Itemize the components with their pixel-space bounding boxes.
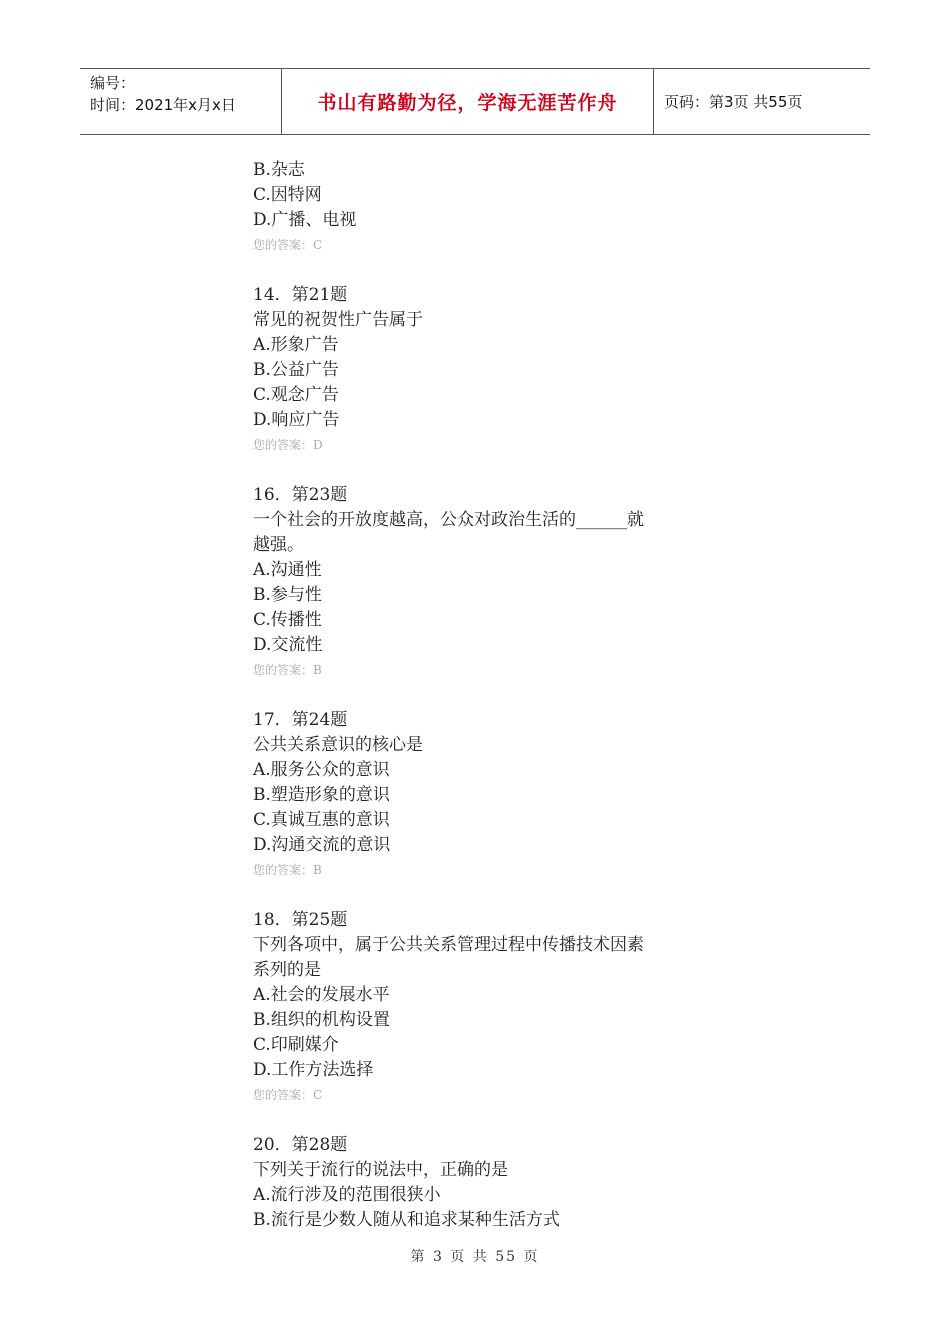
option: B.公益广告	[253, 360, 339, 380]
header-motto: 书山有路勤为径，学海无涯苦作舟	[282, 69, 654, 134]
your-answer: 您的答案：C	[253, 238, 323, 252]
option: B.组织的机构设置	[253, 1010, 390, 1030]
question-content	[253, 158, 713, 1233]
question-title: 18．第25题	[253, 910, 348, 930]
question-title: 14．第21题	[253, 285, 348, 305]
option: A.社会的发展水平	[253, 985, 390, 1005]
header-page-info: 页码：第3页 共55页	[664, 93, 803, 111]
option: D.广播、电视	[253, 210, 357, 230]
option: C.传播性	[253, 610, 322, 630]
option: D.响应广告	[253, 410, 340, 430]
option: A.沟通性	[253, 560, 322, 580]
option: B.参与性	[253, 585, 322, 605]
option: C.真诚互惠的意识	[253, 810, 390, 830]
option: C.印刷媒介	[253, 1035, 339, 1055]
your-answer: 您的答案：B	[253, 863, 322, 877]
question-stem: 一个社会的开放度越高，公众对政治生活的______就	[253, 510, 644, 530]
question-title: 17．第24题	[253, 710, 348, 730]
option: C.观念广告	[253, 385, 339, 405]
option: D.工作方法选择	[253, 1060, 374, 1080]
page-header	[80, 68, 870, 135]
number-label: 编号：	[90, 74, 136, 92]
question-stem: 常见的祝贺性广告属于	[253, 310, 423, 330]
question-stem: 下列各项中，属于公共关系管理过程中传播技术因素	[253, 935, 644, 955]
your-answer: 您的答案：D	[253, 438, 323, 452]
header-meta	[80, 69, 282, 134]
option: A.形象广告	[253, 335, 339, 355]
option: A.服务公众的意识	[253, 760, 390, 780]
question-stem: 系列的是	[253, 960, 321, 980]
question-stem: 越强。	[253, 535, 304, 555]
question-stem: 公共关系意识的核心是	[253, 735, 423, 755]
option: D.交流性	[253, 635, 323, 655]
option: B.流行是少数人随从和追求某种生活方式	[253, 1210, 560, 1230]
question-title: 16．第23题	[253, 485, 348, 505]
option: A.流行涉及的范围很狭小	[253, 1185, 441, 1205]
option: B.杂志	[253, 160, 305, 180]
your-answer: 您的答案：B	[253, 663, 322, 677]
option: B.塑造形象的意识	[253, 785, 390, 805]
question-stem: 下列关于流行的说法中，正确的是	[253, 1160, 508, 1180]
option: C.因特网	[253, 185, 322, 205]
your-answer: 您的答案：C	[253, 1088, 323, 1102]
option: D.沟通交流的意识	[253, 835, 391, 855]
date-label: 时间：2021年x月x日	[90, 96, 236, 114]
question-title: 20．第28题	[253, 1135, 348, 1155]
page-footer: 第 3 页 共 55 页	[410, 1249, 540, 1265]
